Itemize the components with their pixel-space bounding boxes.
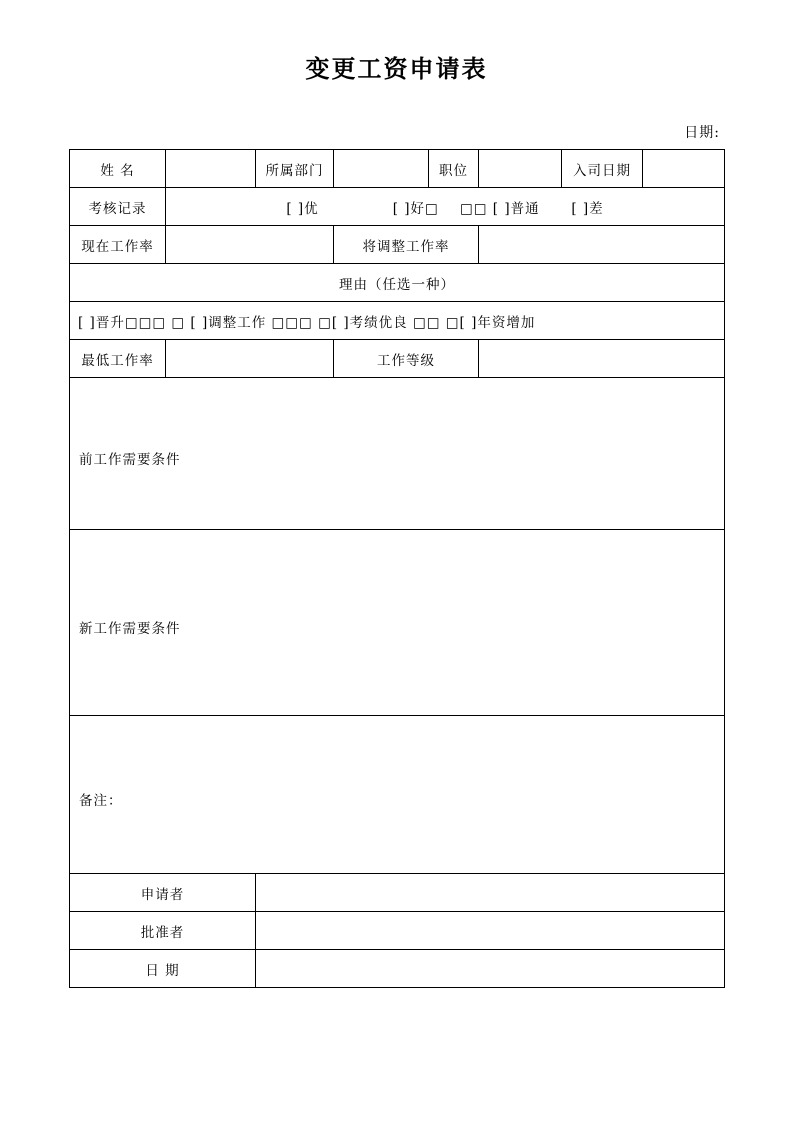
table-row-remarks	[70, 716, 725, 874]
new-job-label[interactable]: 新工作需要条件	[70, 530, 725, 716]
assessment-options[interactable]: [ ]优 [ ]好□ □□ [ ]普通 [ ]差	[166, 188, 725, 226]
department-input[interactable]	[334, 150, 429, 188]
applicant-label: 申请者	[70, 874, 256, 912]
table-row-applicant	[70, 874, 725, 912]
table-row-work-rate	[70, 226, 725, 264]
approver-label: 批准者	[70, 912, 256, 950]
reason-options[interactable]: [ ]晋升□□□ □ [ ]调整工作 □□□ □[ ]考绩优良 □□ □[ ]年资增加	[70, 302, 725, 340]
signature-date-field[interactable]	[256, 950, 725, 988]
current-rate-label: 现在工作率	[70, 226, 166, 264]
remarks-label[interactable]: 备注：	[70, 716, 725, 874]
entry-date-input[interactable]	[643, 150, 725, 188]
signature-date-label: 日 期	[70, 950, 256, 988]
min-rate-input[interactable]	[166, 340, 334, 378]
previous-job-label[interactable]: 前工作需要条件	[70, 378, 725, 530]
table-row-assessment	[70, 188, 725, 226]
table-row-basic-info	[70, 150, 725, 188]
work-grade-label: 工作等级	[334, 340, 479, 378]
page-title: 变更工资申请表	[305, 54, 488, 83]
table-row-signature-date	[70, 950, 725, 988]
department-label: 所属部门	[256, 150, 334, 188]
name-input[interactable]	[166, 150, 256, 188]
applicant-signature-field[interactable]	[256, 874, 725, 912]
date-label: 日期:	[684, 125, 720, 141]
position-input[interactable]	[479, 150, 562, 188]
reason-title-label: 理由（任选一种）	[70, 264, 725, 302]
name-label: 姓 名	[70, 150, 166, 188]
assessment-label: 考核记录	[70, 188, 166, 226]
table-row-new-job	[70, 530, 725, 716]
table-row-reason-title	[70, 264, 725, 302]
entry-date-label: 入司日期	[562, 150, 643, 188]
current-rate-input[interactable]	[166, 226, 334, 264]
table-row-grade	[70, 340, 725, 378]
table-row-previous-job	[70, 378, 725, 530]
min-rate-label: 最低工作率	[70, 340, 166, 378]
position-label: 职位	[429, 150, 479, 188]
work-grade-input[interactable]	[479, 340, 725, 378]
approver-signature-field[interactable]	[256, 912, 725, 950]
table-row-approver	[70, 912, 725, 950]
salary-change-form-table	[69, 149, 725, 988]
table-row-reason-options	[70, 302, 725, 340]
adjusted-rate-input[interactable]	[479, 226, 725, 264]
adjusted-rate-label: 将调整工作率	[334, 226, 479, 264]
